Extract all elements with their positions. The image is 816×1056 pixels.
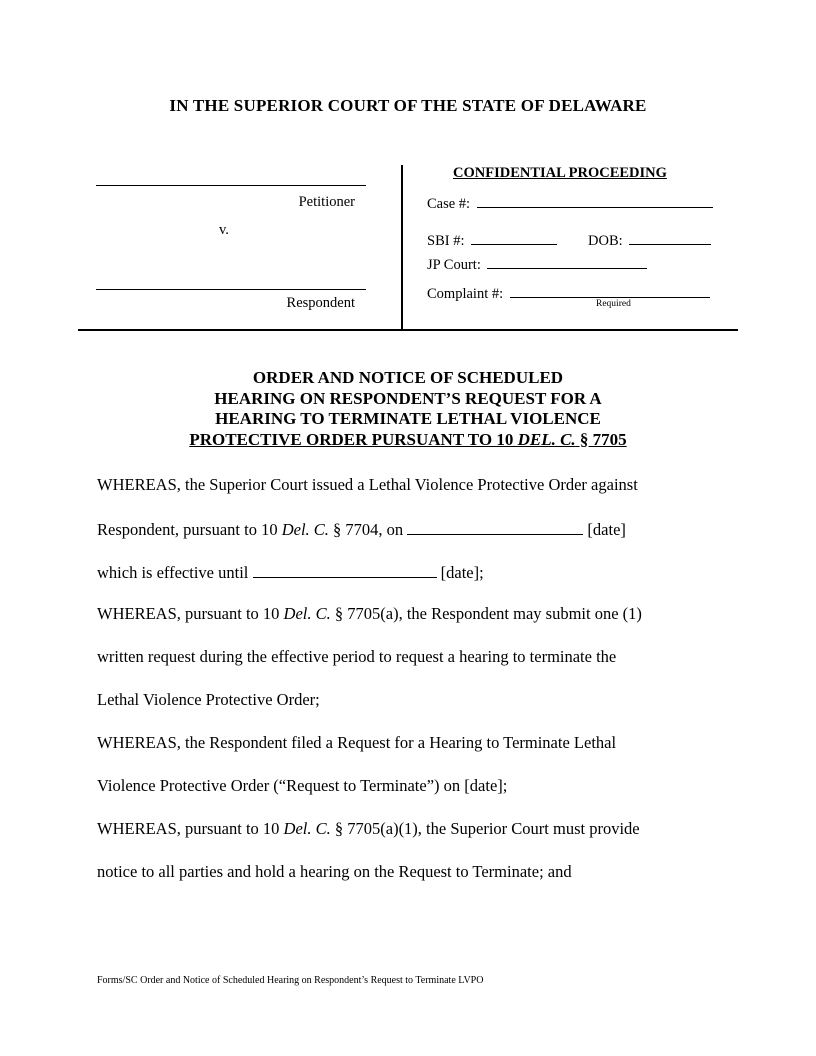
complaint-number-label: Complaint #: — [427, 286, 504, 302]
text-segment: § 7705(a)(1), the Superior Court must provide — [330, 819, 640, 838]
body-text-line: Lethal Violence Protective Order; — [97, 690, 320, 709]
text-segment: [date] — [583, 520, 626, 539]
complaint-number-field — [427, 283, 710, 303]
complaint-number-blank[interactable] — [510, 283, 710, 298]
dob-blank[interactable] — [629, 230, 711, 245]
versus-label: v. — [219, 222, 229, 238]
sbi-number-field — [427, 230, 557, 250]
jp-court-label: JP Court: — [427, 257, 481, 273]
body-text-line — [97, 561, 484, 583]
body-text-line: Violence Protective Order (“Request to Terminate”) on [date]; — [97, 776, 508, 795]
court-title: IN THE SUPERIOR COURT OF THE STATE OF DELAWARE — [169, 96, 647, 115]
confidential-proceeding-title: CONFIDENTIAL PROCEEDING — [453, 165, 667, 181]
body-text-line: notice to all parties and hold a hearing on the Request to Terminate; and — [97, 862, 572, 881]
text-segment: WHEREAS, pursuant to 10 — [97, 819, 284, 838]
body-text-line: WHEREAS, the Respondent filed a Request for a Hearing to Terminate Lethal — [97, 733, 617, 752]
text-segment: which is effective until — [97, 563, 253, 582]
order-heading-line: ORDER AND NOTICE OF SCHEDULED — [252, 368, 564, 387]
body-text-line — [97, 819, 640, 839]
case-caption — [78, 165, 738, 331]
respondent-label: Respondent — [286, 295, 355, 311]
jp-court-field — [427, 254, 647, 274]
petitioner-label: Petitioner — [298, 194, 355, 210]
body-text-line — [97, 604, 642, 624]
required-note: Required — [596, 299, 631, 309]
petitioner-name-line[interactable] — [96, 185, 366, 186]
citation: Del. C. — [281, 520, 329, 539]
text-segment: § 7705(a), the Respondent may submit one (1) — [330, 604, 642, 623]
citation: Del. C. — [283, 819, 331, 838]
case-number-label: Case #: — [427, 196, 471, 212]
caption-bottom-rule — [78, 329, 738, 331]
text-segment: Respondent, pursuant to 10 — [97, 520, 282, 539]
case-number-field — [427, 193, 713, 213]
body-text-line: written request during the effective period to request a hearing to terminate the — [97, 647, 617, 666]
case-number-blank[interactable] — [477, 193, 713, 208]
dob-label: DOB: — [588, 233, 623, 249]
body-text-line: WHEREAS, the Superior Court issued a Lethal Violence Protective Order against — [97, 475, 638, 494]
text-segment: WHEREAS, pursuant to 10 — [97, 604, 284, 623]
dob-field — [588, 230, 711, 250]
order-heading-line: HEARING TO TERMINATE LETHAL VIOLENCE — [215, 409, 601, 428]
text-segment: § 7704, on — [328, 520, 408, 539]
sbi-number-label: SBI #: — [427, 233, 465, 249]
text-segment: [date]; — [436, 563, 484, 582]
jp-court-blank[interactable] — [487, 254, 647, 269]
heading-citation: DEL. C. — [517, 429, 576, 449]
effective-date-blank[interactable] — [253, 561, 437, 578]
body-text-line — [97, 518, 626, 540]
heading-text: PROTECTIVE ORDER PURSUANT TO 10 — [189, 429, 518, 449]
order-heading-line — [0, 430, 816, 451]
order-date-blank[interactable] — [407, 518, 583, 535]
form-footer: Forms/SC Order and Notice of Scheduled Hearing on Respondent’s Request to Terminate LVPO — [97, 975, 484, 986]
heading-section: § 7705 — [575, 429, 627, 449]
order-heading — [0, 368, 816, 450]
citation: Del. C. — [283, 604, 331, 623]
order-heading-line: HEARING ON RESPONDENT’S REQUEST FOR A — [214, 388, 602, 408]
respondent-name-line[interactable] — [96, 289, 366, 290]
caption-divider — [401, 165, 403, 329]
sbi-number-blank[interactable] — [471, 230, 557, 245]
